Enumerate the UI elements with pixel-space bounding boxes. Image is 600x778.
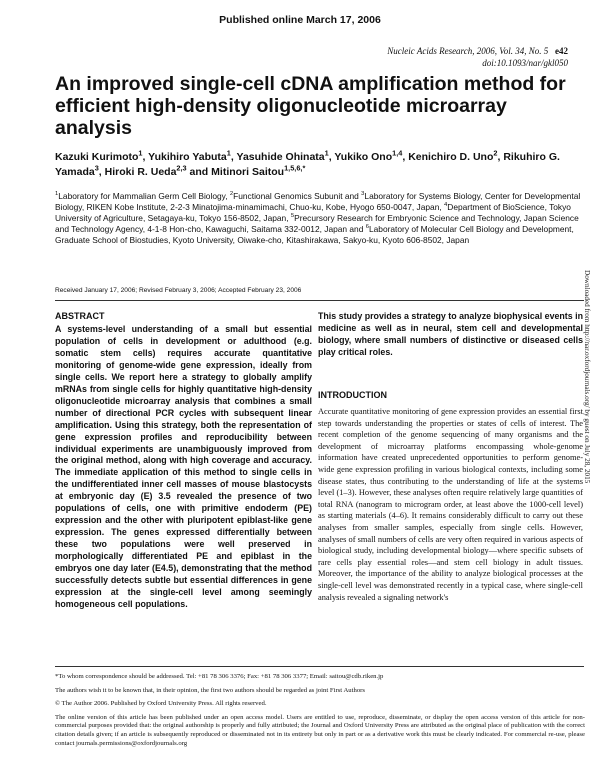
abstract-continuation: This study provides a strategy to analyze biophysical events in medicine as well as in neural, stem cell and developmental biology, where small numbers of distinctive or diseased cells play critical roles. [318, 311, 583, 357]
author [334, 148, 403, 163]
author-affiliation-mark: 1 [226, 148, 231, 158]
author-affiliation-mark: 1,5,6,* [284, 163, 306, 173]
author-name: Hiroki R. Ueda [104, 166, 177, 178]
author-name: Yukiko Ono [334, 151, 393, 163]
article-title: An improved single-cell cDNA amplification method for efficient high-density oligonucleotide microarray analysis [55, 73, 566, 139]
footnote-license: The online version of this article has been published under an open access model. Users are entitled to use, reproduce, disseminate, or display the open access version of this article for non-commercial purposes provided that: the original authorship is properly and fully attributed; the Journal and Oxford University Press are attributed as the original place of publication with the correct citation details given; if an article is subsequently reproduced or disseminated not in its entirety but only in part or as a derivative work this must be clearly indicated. For commercial re-use, please contact journals.permissions@oxfordjournals.org [55, 713, 585, 747]
abstract-heading: ABSTRACT [55, 311, 105, 321]
author-affiliation-mark: 2 [493, 148, 498, 158]
download-watermark [578, 270, 598, 690]
journal-citation [387, 45, 568, 69]
affiliation-text: Laboratory for Systems Biology, Center for Developmental Biology, RIKEN Kobe Institute, 2-2-3 Minatojima-minamimachi, Chuo-ku, Kobe, Hyogo 650-0047, Japan, [55, 191, 581, 213]
author [148, 148, 231, 163]
affiliation-number: 3 [361, 191, 365, 198]
article-id: e42 [555, 46, 568, 56]
doi: doi:10.1093/nar/gkl050 [482, 58, 568, 68]
author-affiliation-mark: 1,4 [392, 148, 403, 158]
journal-name: Nucleic Acids Research, [387, 46, 475, 56]
affiliation-text: Laboratory of Molecular Cell Biology and Development, Graduate School of Biostudies, Kyoto University, Oiwake-cho, Kitashirakawa, Sakyo-ku, Kyoto 606-8502, Japan [55, 224, 574, 246]
footnote-correspondence: *To whom correspondence should be addressed. Tel: +81 78 306 3376; Fax: +81 78 306 3377; Email: saitou@cdb.riken.jp [55, 673, 384, 680]
download-watermark-text: Downloaded from http://nar.oxfordjournals.org/ by guest on July 28, 2015 [583, 270, 591, 484]
author-name: Mitinori Saitou [211, 166, 285, 178]
author-name: Rikuhiro G. Yamada [55, 151, 560, 178]
author [236, 148, 329, 163]
author [211, 163, 306, 178]
author-name: Kazuki Kurimoto [55, 151, 139, 163]
affiliation-number: 6 [365, 224, 369, 231]
affiliation-text: Laboratory for Mammalian Germ Cell Biology, [58, 191, 230, 201]
author-affiliation-mark: 3 [94, 163, 99, 173]
affiliation-number: 5 [290, 213, 295, 220]
author-list: Kazuki Kurimoto$^1$, Yukihiro Yabuta$^1$, Yasuhide Ohinata$^1$, Yukiko Ono$^{1,4}$, Kenichiro D. Uno$^2$, Rikuhiro G. Yamada$^3$, Hiroki R. Ueda$^{2,3}$ and Mitinori Saitou$^{1,5,6,*}$ [55, 148, 560, 178]
published-date: Published online March 17, 2006 [219, 14, 381, 26]
author-affiliation-mark: 2,3 [176, 163, 187, 173]
author-name: Kenichiro D. Uno [408, 151, 494, 163]
author-name: Yukihiro Yabuta [148, 151, 227, 163]
affiliation-text: Functional Genomics Subunit and [233, 191, 362, 201]
affiliation-number: 2 [229, 191, 234, 198]
affiliation-number: 4 [444, 202, 448, 209]
abstract-text: A systems-level understanding of a small but essential population of cells in development or adulthood (e.g. somatic stem cells) requires accurate quantitative monitoring of genome-wide gene expression, ideally from single cells. We report here a strategy to globally amplify mRNAs from single cells for highly quantitative high-density oligonucleotide microarray analysis that combines a small number of directional PCR cycles with subsequent linear amplification. Using this strategy, both the representation of gene expression profiles and reproducibility between individual experiments are unambiguously improved from the original method, along with high coverage and accuracy. The immediate application of this method to single cells in the undifferentiated inner cell masses of mouse blastocysts at embryonic day (E) 3.5 revealed the presence of two populations of cells, one with primitive endoderm (PE) expression and the other with pluripotent epiblast-like gene expression. The genes expressed differentially between these two populations were well preserved in morphologically differentiated PE and epiblast in the embryos one day later (E4.5), demonstrating that the method successfully detects subtle but essential differences in gene expression at the single-cell level among seemingly homogeneous cell populations. [55, 324, 312, 609]
divider-footnotes [55, 666, 584, 667]
author [55, 148, 143, 163]
footnotes [55, 673, 585, 753]
footnote-joint-authors: The authors wish it to be known that, in their opinion, the first two authors should be regarded as joint First Authors [55, 686, 365, 694]
footnote-copyright: © The Author 2006. Published by Oxford University Press. All rights reserved. [55, 700, 267, 708]
journal-details: 2006, Vol. 34, No. 5 [474, 46, 549, 56]
author-name: Yasuhide Ohinata [236, 151, 325, 163]
affiliation-number: 1 [55, 191, 59, 198]
affiliation-text: Precursory Research for Embryonic Science and Technology, Japan Science and Technology Agency, 4-1-8 Hon-cho, Kawaguchi, Saitama 332-0012, Japan and [55, 213, 579, 235]
affiliations [55, 191, 585, 246]
author-affiliation-mark: 1 [138, 148, 143, 158]
affiliation-text: Department of BioScience, Tokyo University of Agriculture, Setagaya-ku, Tokyo 156-8502, Japan, [55, 202, 571, 224]
author-affiliation-mark: 1 [324, 148, 329, 158]
introduction-heading: INTRODUCTION [318, 390, 387, 400]
introduction-text: Accurate quantitative monitoring of gene expression provides an essential first step towards understanding the properties or states of cells of interest. The recent completion of the genome sequencing of many organisms and the development of microarray platforms encompassing whole-genome information have created unprecedented opportunities to perform genome-wide gene expression profiling in various biological contexts, including some disease states, thus contributing to the understanding of life at the systems level (1–3). However, these analyses often require relatively large quantities of total RNA (nanogram to microgram order, at least above the 1000-cell level) as starting materials (4–6). It remains considerably difficult to carry out these analyses from smaller samples, especially from single cells. However, analyses of small numbers of cells are very often required in various aspects of biological study, including developmental biology—where specific subsets of rare cells play essential roles—and stem cell biology in adult tissues. Moreover, the importance of the ability to analyze biological processes at the single-cell level was demonstrated recently in a typical case, where single-cell analysis revealed a signaling network's [318, 407, 583, 602]
author [104, 163, 187, 178]
received-dates: Received January 17, 2006; Revised February 3, 2006; Accepted February 23, 2006 [55, 287, 302, 294]
divider-top [55, 300, 584, 301]
author [408, 148, 498, 163]
